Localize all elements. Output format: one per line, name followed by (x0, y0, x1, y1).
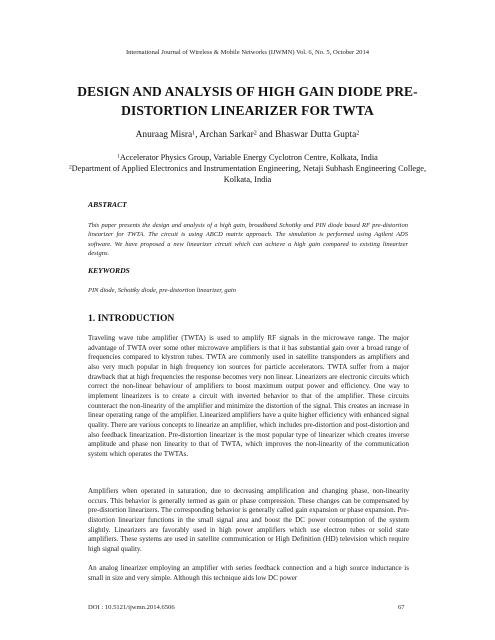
intro-paragraph-3: An analog linearizer employing an amplifier with series feedback connection and a high source inductance is small in size and very simple. Although this technique aids low DC power (88, 564, 409, 582)
abstract-text: This paper presents the design and analysis of a high gain, broadband Schottky and PIN diode based RF pre-distortion linearizer for TWTA. The circuit is using ABCD matrix approach. The simulation is performed using Agilent ADS software. We have proposed a new linearizer circuit which can achieve a high gain compared to existing linearizer designs. (88, 222, 408, 257)
author-list (0, 130, 495, 140)
introduction-heading: 1. INTRODUCTION (88, 313, 175, 324)
author-sep-2: and (256, 130, 276, 140)
affiliation-2-sup: 2 (68, 164, 72, 171)
page-number: 67 (398, 604, 405, 611)
affiliations (60, 152, 435, 185)
author-2-sup: 2 (253, 130, 257, 137)
affiliation-1-text: Accelerator Physics Group, Variable Energy Cyclotron Centre, Kolkata, India (119, 153, 378, 162)
author-2: Archan Sarkar (199, 130, 254, 140)
affiliation-1-sup: 1 (117, 153, 120, 160)
paper-title (60, 82, 435, 120)
footer-doi: DOI : 10.5121/ijwmn.2014.6506 (88, 604, 175, 611)
author-3: Bhaswar Dutta Gupta (275, 130, 357, 140)
author-1: Anuraag Misra (135, 130, 193, 140)
affiliation-2-text: Department of Applied Electronics and Instrumentation Engineering, Netaji Subhash Engineering College, Kolkata, India (71, 164, 427, 184)
intro-paragraph-2: Amplifiers when operated in saturation, due to decreasing amplification and changing phase, non-linearity occurs. This behavior is generally termed as gain or phase compression. These changes can be compensated by pre-distortion linearizers. The corresponding behavior is generally called gain expansion or phase expansion. Pre-distortion linearizer functions in the small signal area and boost the DC power consumption of the system slightly. Linearizers are favorably used in high power amplifiers which use electron tubes or solid state amplifiers. These systems are used in satellite communication or High Definition (HD) television which require high signal quality. (88, 487, 409, 553)
intro-paragraph-1: Traveling wave tube amplifier (TWTA) is used to amplify RF signals in the microwave range. The major advantage of TWTA over some other microwave amplifiers is that it has substantial gain over a broad range of frequencies compared to klystron tubes. TWTA are commonly used in satellite transponders as amplifiers and also very much popular in high frequency ion sources for particle accelerators. TWTA suffer from a major drawback that at high frequencies the response becomes very non linear. Linearizers are electronic circuits which correct the non-linear behaviour of amplifiers to boost maximum output power and efficiency. One way to implement linearizers is to create a circuit with inverted behavior to that of the amplifier. These circuits counteract the non-linearity of the amplifier and minimize the distortion of the signal. This creates an increase in linear operating range of the amplifier. Linearized amplifiers have a quite higher efficiency with enhanced signal quality. There are various concepts to linearize an amplifier, which includes pre-distortion and post-distortion and also feedback linearization. Pre-distortion linearizer is the most popular type of linearizer which creates inverse amplitude and phase non linearity to that of TWTA, which improves the non-linearity of the communication system which operates the TWTAs. (88, 334, 409, 458)
author-sep-1: , (195, 130, 200, 140)
affiliation-1 (60, 152, 435, 163)
keywords-text: PIN diode, Schottky diode, pre-distortion linearizer, gain (88, 287, 236, 294)
abstract-heading: ABSTRACT (88, 200, 127, 209)
title-line-2: DISTORTION LINEARIZER FOR TWTA (121, 103, 374, 118)
journal-header: International Journal of Wireless & Mobile Networks (IJWMN) Vol. 6, No. 5, October 2014 (125, 49, 370, 56)
author-1-sup: 1 (192, 130, 196, 137)
affiliation-2 (60, 163, 435, 185)
title-line-1: DESIGN AND ANALYSIS OF HIGH GAIN DIODE PRE- (77, 84, 418, 99)
keywords-heading: KEYWORDS (88, 266, 130, 275)
author-3-sup: 2 (356, 130, 360, 137)
